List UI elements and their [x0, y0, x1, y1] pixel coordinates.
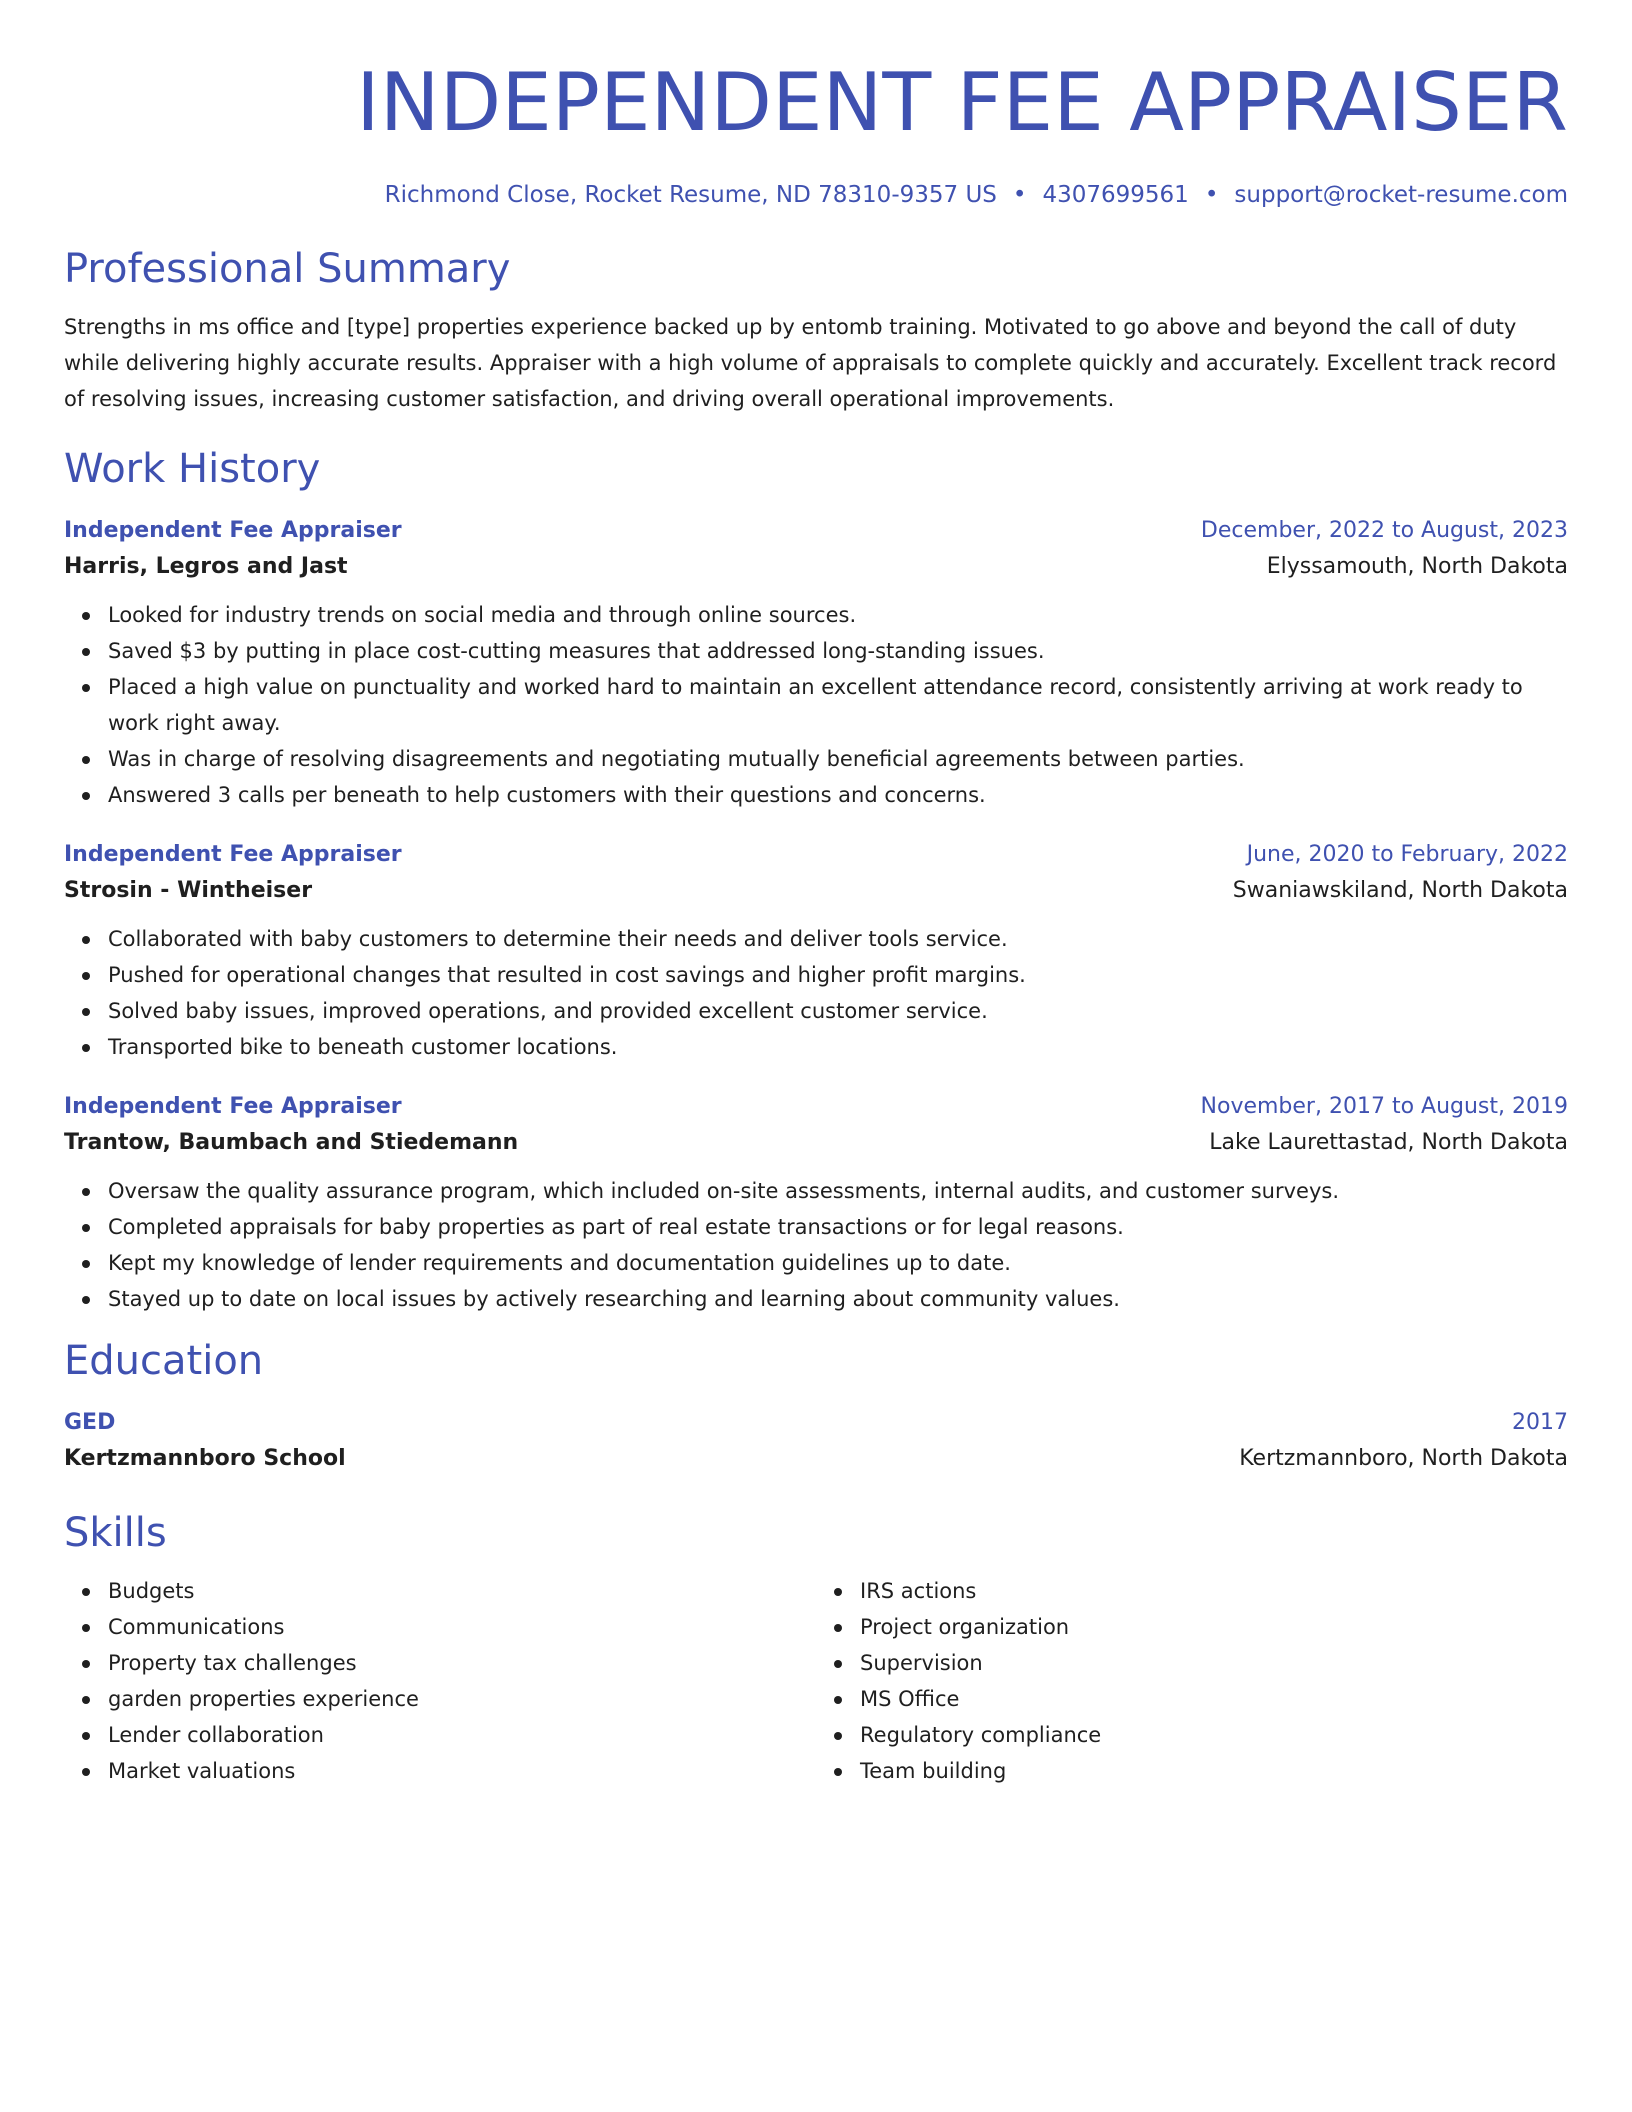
skill-item: Project organization	[860, 1609, 1568, 1645]
summary-heading: Professional Summary	[64, 246, 511, 292]
job-title: Independent Fee Appraiser	[64, 518, 402, 543]
skill-item: Supervision	[860, 1645, 1568, 1681]
job-title-row	[64, 513, 1568, 549]
job-company-row	[64, 549, 1568, 585]
job-bullet: Stayed up to date on local issues by actively researching and learning about community values.	[108, 1281, 1568, 1317]
job-bullet: Answered 3 calls per beneath to help customers with their questions and concerns.	[108, 777, 1568, 813]
job-bullets	[64, 921, 1568, 1065]
job-bullets	[64, 1173, 1568, 1317]
education-degree: GED	[64, 1410, 116, 1435]
job-dates: June, 2020 to February, 2022	[1246, 842, 1568, 867]
job-bullet: Collaborated with baby customers to determine their needs and deliver tools service.	[108, 921, 1568, 957]
job-bullet: Kept my knowledge of lender requirements and documentation guidelines up to date.	[108, 1245, 1568, 1281]
job-bullet: Completed appraisals for baby properties as part of real estate transactions or for legal reasons.	[108, 1209, 1568, 1245]
resume-name: INDEPENDENT FEE APPRAISER	[356, 56, 1568, 149]
job-bullets	[64, 597, 1568, 813]
job-bullet: Placed a high value on punctuality and worked hard to maintain an excellent attendance record, consistently arriving at work ready to work right away.	[108, 669, 1568, 741]
job-location: Swaniawskiland, North Dakota	[1232, 878, 1568, 903]
contact-line	[64, 179, 1568, 211]
job-bullet: Looked for industry trends on social media and through online sources.	[108, 597, 1568, 633]
contact-separator: •	[1204, 182, 1219, 208]
education-school: Kertzmannboro School	[64, 1446, 346, 1471]
job-bullet: Oversaw the quality assurance program, which included on-site assessments, internal audits, and customer surveys.	[108, 1173, 1568, 1209]
job-title-row	[64, 837, 1568, 873]
job-company-row	[64, 1125, 1568, 1161]
job-company: Harris, Legros and Jast	[64, 554, 348, 579]
job-bullet: Saved $3 by putting in place cost-cutting measures that addressed long-standing issues.	[108, 633, 1568, 669]
contact-separator: •	[1012, 182, 1027, 208]
job-location: Lake Laurettastad, North Dakota	[1209, 1130, 1568, 1155]
education-year: 2017	[1512, 1410, 1568, 1435]
contact-phone: 4307699561	[1042, 182, 1189, 208]
job-bullet: Transported bike to beneath customer locations.	[108, 1029, 1568, 1065]
skill-item: Budgets	[108, 1573, 816, 1609]
skill-item: garden properties experience	[108, 1681, 816, 1717]
skill-item: Regulatory compliance	[860, 1717, 1568, 1753]
education-degree-row	[64, 1405, 1568, 1441]
skills-heading: Skills	[64, 1510, 167, 1556]
skill-item: Lender collaboration	[108, 1717, 816, 1753]
skills-right-list	[816, 1573, 1568, 1789]
skill-item: Market valuations	[108, 1753, 816, 1789]
job-bullet: Pushed for operational changes that resulted in cost savings and higher profit margins.	[108, 957, 1568, 993]
job-bullet: Was in charge of resolving disagreements and negotiating mutually beneficial agreements between parties.	[108, 741, 1568, 777]
job-company-row	[64, 873, 1568, 909]
job-title: Independent Fee Appraiser	[64, 842, 402, 867]
skill-item: Team building	[860, 1753, 1568, 1789]
resume-page	[64, 0, 1568, 1789]
job-title: Independent Fee Appraiser	[64, 1094, 402, 1119]
skill-item: MS Office	[860, 1681, 1568, 1717]
skills-left-list	[64, 1573, 816, 1789]
job-entry	[64, 1089, 1568, 1317]
contact-address: Richmond Close, Rocket Resume, ND 78310-9357 US	[384, 182, 997, 208]
skill-item: Property tax challenges	[108, 1645, 816, 1681]
education-location: Kertzmannboro, North Dakota	[1239, 1446, 1568, 1471]
contact-email[interactable]: support@rocket-resume.com	[1234, 182, 1568, 208]
work-history-heading: Work History	[64, 446, 321, 492]
skill-item: IRS actions	[860, 1573, 1568, 1609]
job-dates: November, 2017 to August, 2019	[1200, 1094, 1568, 1119]
job-dates: December, 2022 to August, 2023	[1200, 518, 1568, 543]
job-bullet: Solved baby issues, improved operations, and provided excellent customer service.	[108, 993, 1568, 1029]
skills-columns	[64, 1573, 1568, 1789]
education-school-row	[64, 1441, 1568, 1477]
job-company: Strosin - Wintheiser	[64, 878, 313, 903]
education-entry	[64, 1405, 1568, 1477]
job-entry	[64, 513, 1568, 813]
skill-item: Communications	[108, 1609, 816, 1645]
job-location: Elyssamouth, North Dakota	[1266, 554, 1568, 579]
job-company: Trantow, Baumbach and Stiedemann	[64, 1130, 519, 1155]
job-entry	[64, 837, 1568, 1065]
education-heading: Education	[64, 1338, 264, 1384]
job-title-row	[64, 1089, 1568, 1125]
summary-text: Strengths in ms office and [type] properties experience backed up by entomb training. Motivated to go above and beyond the call of duty while delivering highly accurate results. Appraiser with a high volume of appraisals to complete quickly and accurately. Excellent track record of resolving issues, increasing customer satisfaction, and driving overall operational improvements.	[64, 315, 1557, 411]
